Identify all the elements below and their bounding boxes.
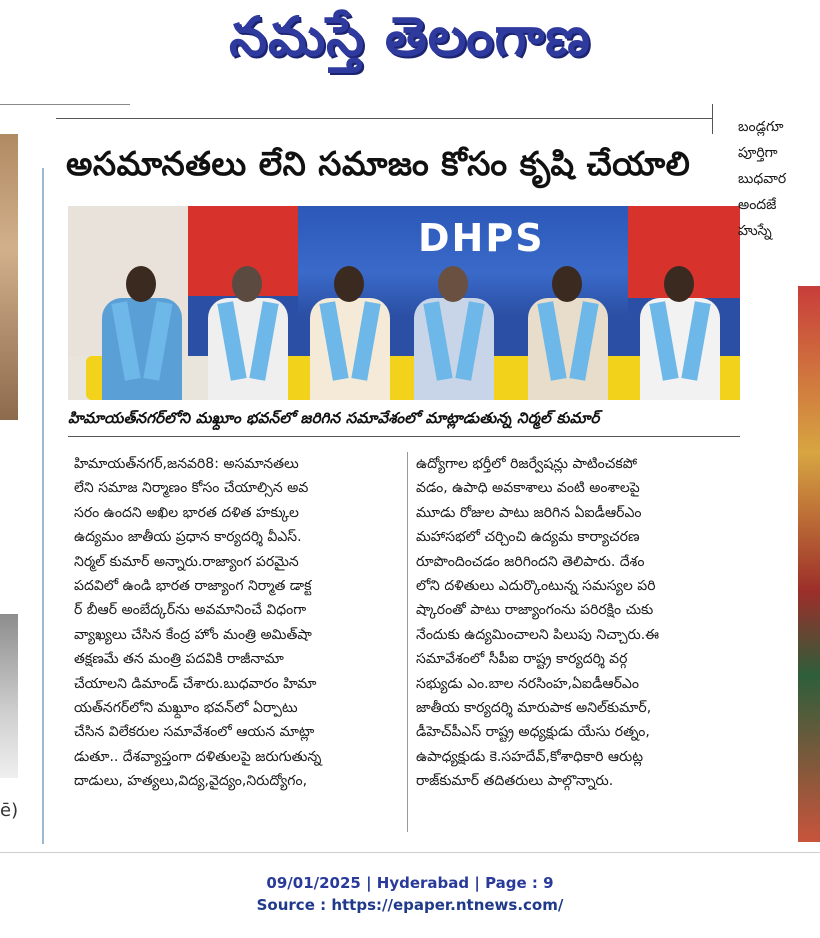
- text-line: ఉద్యోగాల భర్తీలో రిజర్వేషన్లు పాటించకపో: [416, 456, 637, 472]
- photo-banner-text: DHPS: [418, 216, 545, 260]
- text-line: యత్‌నగర్‌లోని మఖ్దూం భవన్‌లో ఏర్పాటు: [74, 699, 298, 716]
- text-line: లేని సమాజ నిర్మాణం కోసం చేయాల్సిన అవ: [74, 480, 309, 497]
- photo-person: [202, 266, 294, 400]
- photo-person: [408, 266, 500, 400]
- text-line: హిమాయత్‌నగర్,జనవరి8: అసమానతలు: [74, 456, 299, 472]
- text-line: సరం ఉందని అఖిల భారత దళిత హక్కుల: [74, 504, 299, 521]
- article-top-rule: [56, 118, 712, 119]
- text-line: డుతూ.. దేశవ్యాప్తంగా దళితులపై జరుగుతున్న: [74, 748, 322, 765]
- photo-person: [96, 266, 188, 400]
- text-line: చేయాలని డిమాండ్ చేశారు.బుధవారం హిమా: [74, 675, 317, 692]
- text-line: చేసిన విలేకరుల సమావేశంలో ఆయన మాట్లా: [74, 724, 315, 741]
- text-line: ఉపాధ్యక్షుడు కె.సహదేవ్,కోశాధికారి ఆరుట్ల: [416, 748, 644, 765]
- column-divider: [42, 168, 44, 844]
- masthead: [0, 0, 820, 80]
- column-divider: [407, 452, 408, 832]
- text-line: నిర్మల్ కుమార్ అన్నారు.రాజ్యాంగ పరమైన: [74, 553, 299, 570]
- page-footer: [0, 872, 820, 916]
- text-line: రూపొందించడం జరిగిందని తెలిపారు. దేశం: [416, 553, 645, 570]
- photo-person: [304, 266, 396, 400]
- text-line: బుధవార: [738, 171, 787, 187]
- footer-source-link[interactable]: Source : https://epaper.ntnews.com/: [256, 896, 564, 914]
- article-corner-rule: [712, 104, 713, 134]
- text-line: ష్కారంతో పాటు రాజ్యాంగంను పరిరక్షిం చుకు: [416, 602, 654, 619]
- text-line: అందజే: [738, 197, 777, 213]
- photo-person: [634, 266, 726, 400]
- text-line: తక్షణమే తన మంత్రి పదవికి రాజీనామా: [74, 651, 284, 668]
- left-column-text: ē): [0, 800, 19, 821]
- text-line: వడం, ఉపాధి అవకాశాలు వంటి అంశాలపై: [416, 480, 640, 497]
- caption-rule: [68, 436, 740, 437]
- text-line: జాతీయ కార్యదర్శి మారుపాక అనిల్‌కుమార్,: [416, 699, 652, 716]
- text-line: సభ్యుడు ఎం.బాల నరసింహ,ఏఐడీఆర్‌ఎం: [416, 675, 639, 692]
- article-column-2: [416, 452, 738, 793]
- text-line: రాజ్‌కుమార్ తదితరులు పాల్గొన్నారు.: [416, 773, 614, 790]
- text-line: పదవిలో ఉండి భారత రాజ్యాంగ నిర్మాత డాక్ట: [74, 577, 312, 594]
- text-line: ర్ బీఆర్ అంబేద్కర్‌ను అవమానించే విధంగా: [74, 602, 307, 619]
- text-line: దాడులు, హత్యలు,విద్య,వైద్యం,నిరుద్యోగం,: [74, 773, 308, 790]
- text-line: నేందుకు ఉద్యమించాలని పిలుపు నిచ్చారు.ఈ: [416, 626, 660, 643]
- text-line: డీహెచ్‌పీఎస్ రాష్ట్ర అధ్యక్షుడు యేసు రత్నం,: [416, 724, 650, 741]
- text-line: మహాసభలో చర్చించి ఉద్యమ కార్యాచరణ: [416, 529, 640, 546]
- text-line: సమావేశంలో సీపీఐ రాష్ట్ర కార్యదర్శి వర్గ: [416, 651, 628, 668]
- right-column-photo: [798, 286, 820, 842]
- left-column-rule: [0, 104, 130, 105]
- footer-date-line: 09/01/2025 | Hyderabad | Page : 9: [266, 874, 554, 892]
- text-line: పూర్తిగా: [738, 145, 778, 161]
- left-column-photo: [0, 614, 18, 778]
- left-column-photo: [0, 134, 18, 420]
- text-line: బండ్లగూ: [738, 119, 784, 135]
- article-headline: అసమానతలు లేని సమాజం కోసం కృషి చేయాలి: [66, 144, 691, 183]
- text-line: ఉద్యమం జాతీయ ప్రధాన కార్యదర్శి వీఎస్.: [74, 529, 302, 546]
- newspaper-logo: నమస్తే తెలంగాణ: [229, 5, 591, 68]
- text-line: మూడు రోజుల పాటు జరిగిన ఏఐడీఆర్‌ఎం: [416, 504, 642, 521]
- article-column-1: [74, 452, 396, 793]
- text-line: లోని దళితులు ఎదుర్కొంటున్న సమస్యల పరి: [416, 577, 656, 594]
- text-line: హుస్నే: [738, 223, 772, 239]
- photo-caption: హిమాయత్‌నగర్‌లోని మఖ్దూం భవన్‌లో జరిగిన సమావేశంలో మాట్లాడుతున్న నిర్మల్ కుమార్: [68, 409, 600, 427]
- article-photo: [68, 206, 740, 400]
- right-column-text: [738, 114, 820, 244]
- page-bottom-rule: [0, 852, 820, 853]
- photo-person: [522, 266, 614, 400]
- text-line: వ్యాఖ్యలు చేసిన కేంద్ర హోం మంత్రి అమిత్‌షా: [74, 626, 312, 643]
